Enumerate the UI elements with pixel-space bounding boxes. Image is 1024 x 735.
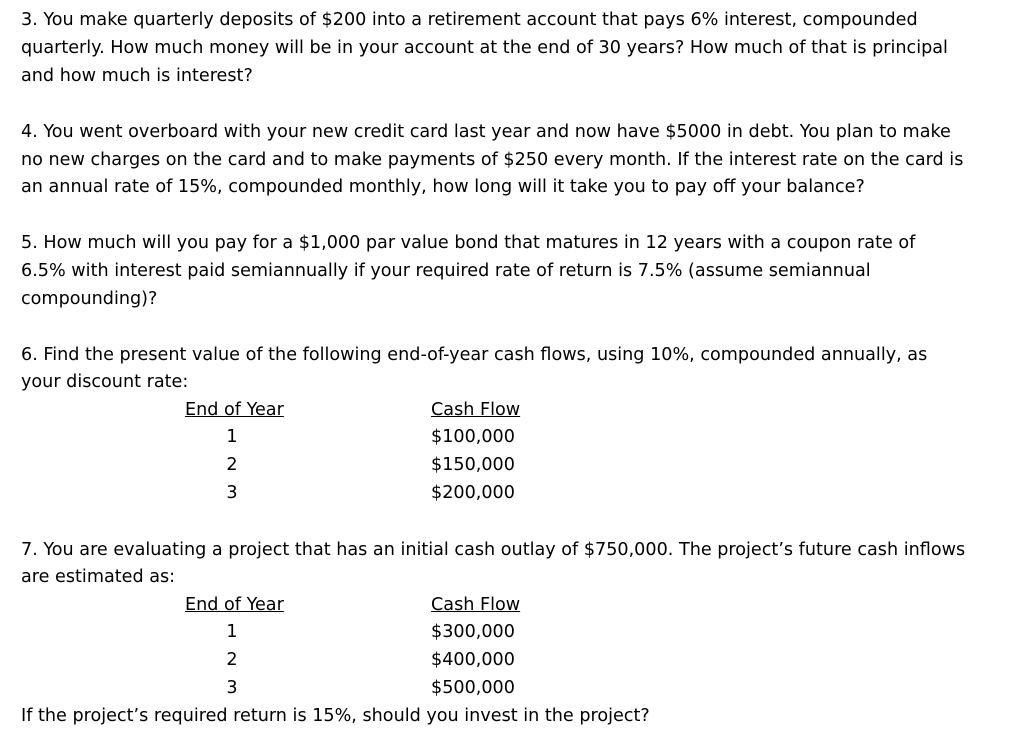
q5-line-2: 6.5% with interest paid semiannually if your required rate of return is 7.5% (assume semiannual xyxy=(21,261,871,281)
q6-header-end-of-year: End of Year xyxy=(185,400,284,420)
q6-row-3-cash-flow: $200,000 xyxy=(431,483,515,503)
q3-line-3: and how much is interest? xyxy=(21,66,253,86)
q7-header-end-of-year: End of Year xyxy=(185,595,284,615)
q5-line-3: compounding)? xyxy=(21,289,158,309)
q7-line-1: 7. You are evaluating a project that has an initial cash outlay of $750,000. The project’s future cash inflows xyxy=(21,540,966,560)
q6-line-2: your discount rate: xyxy=(21,372,189,392)
q4-line-2: no new charges on the card and to make payments of $250 every month. If the interest rate on the card is xyxy=(21,150,964,170)
q7-line-2: are estimated as: xyxy=(21,567,176,587)
q6-row-1-year: 1 xyxy=(226,427,238,447)
q7-row-3-cash-flow: $500,000 xyxy=(431,678,515,698)
q4-line-1: 4. You went overboard with your new credit card last year and now have $5000 in debt. You plan to make xyxy=(21,122,951,142)
q7-header-cash-flow: Cash Flow xyxy=(431,595,521,615)
q6-line-1: 6. Find the present value of the following end-of-year cash flows, using 10%, compounded annually, as xyxy=(21,345,928,365)
q6-row-2-year: 2 xyxy=(226,455,238,475)
q5-line-1: 5. How much will you pay for a $1,000 par value bond that matures in 12 years with a coupon rate of xyxy=(21,233,916,253)
q6-row-2-cash-flow: $150,000 xyxy=(431,455,515,475)
q3-line-2: quarterly. How much money will be in your account at the end of 30 years? How much of that is principal xyxy=(21,38,948,58)
q7-row-2-year: 2 xyxy=(226,650,238,670)
q6-row-3-year: 3 xyxy=(226,483,238,503)
q7-row-3-year: 3 xyxy=(226,678,238,698)
q6-header-cash-flow: Cash Flow xyxy=(431,400,521,420)
q6-row-1-cash-flow: $100,000 xyxy=(431,427,515,447)
q3-line-1: 3. You make quarterly deposits of $200 into a retirement account that pays 6% interest, compounded xyxy=(21,10,918,30)
q7-row-1-year: 1 xyxy=(226,622,238,642)
q7-closing-question: If the project’s required return is 15%, should you invest in the project? xyxy=(21,706,650,726)
q7-row-2-cash-flow: $400,000 xyxy=(431,650,515,670)
q7-row-1-cash-flow: $300,000 xyxy=(431,622,515,642)
q4-line-3: an annual rate of 15%, compounded monthly, how long will it take you to pay off your balance? xyxy=(21,177,865,197)
